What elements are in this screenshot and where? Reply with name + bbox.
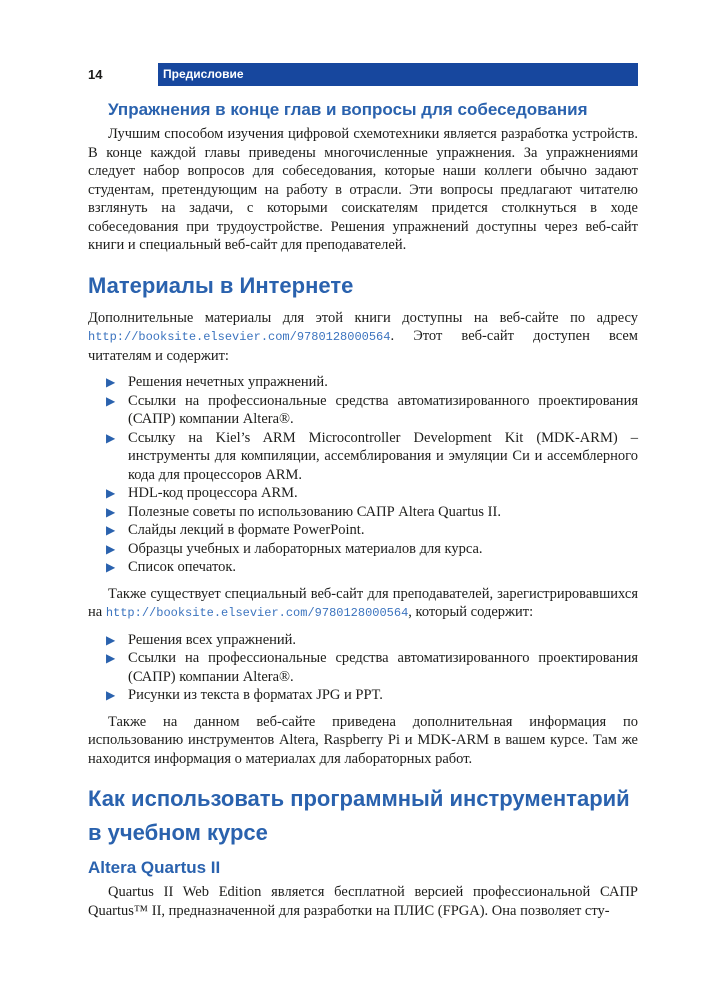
bullet-arrow-icon: ▶ [106,688,116,702]
page-number: 14 [88,67,103,82]
bullet-arrow-icon: ▶ [106,375,116,389]
list-item: ▶ Полезные советы по использованию САПР Altera Quartus II. [106,503,501,520]
instructor-site-paragraph: Также существует специальный веб-сайт для преподавателей, зарегистрировавшихся на http://booksite.elsevier.com/9780128000564, который содержит: [88,585,638,620]
online-materials-list [88,373,638,577]
quartus-paragraph: Quartus II Web Edition является бесплатной версией профессиональной САПР Quartus™ II, предназначенной для разработки на ПЛИС (FPGA). Она позволяет сту- [88,884,638,919]
list-item: ▶ Слайды лекций в формате PowerPoint. [106,522,365,538]
list-item: ▶ Ссылки на профессиональные средства автоматизированного проектирования (САПР) компании Altera®. [106,392,638,427]
booksite-link[interactable]: http://booksite.elsevier.com/9780128000564 [88,330,391,344]
section-online-materials-title: Материалы в Интернете [88,272,354,298]
subsection-quartus-title: Altera Quartus II [88,858,221,877]
section-exercises-title: Упражнения в конце глав и вопросы для собеседования [108,100,588,119]
list-item: ▶ Список опечаток. [106,559,237,575]
list-item: ▶ Решения нечетных упражнений. [106,374,328,390]
section-exercises-paragraph: Лучшим способом изучения цифровой схемотехники является разработка устройств. В конце каждой главы приведены многочисленные упражнения. За упражнениями следует набор вопросов для собеседования, которые наши коллеги обычно задают студентам, претендующим на работу в отрасли. Эти вопросы предлагают читателю взглянуть на задачи, с которыми соискателям придется столкнуться в ходе собеседования при трудоустройстве. Решения упражнений доступны через веб-сайт книги и специальный веб-сайт для преподавателей. [88,126,638,253]
bullet-arrow-icon: ▶ [106,560,116,574]
bullet-arrow-icon: ▶ [106,430,116,445]
bullet-arrow-icon: ▶ [106,541,116,556]
page-content [88,98,638,920]
additional-info-paragraph: Также на данном веб-сайте приведена дополнительная информация по использованию инструментов Altera, Raspberry Pi и MDK-ARM в вашем курсе. Там же находится информация о материалах для лабораторных работ. [88,713,638,767]
instructor-site-link[interactable]: http://booksite.elsevier.com/9780128000564 [105,606,409,620]
bullet-arrow-icon: ▶ [106,486,116,500]
bullet-arrow-icon: ▶ [106,393,116,408]
bullet-arrow-icon: ▶ [106,504,116,519]
bullet-arrow-icon: ▶ [106,523,116,537]
list-item: ▶ Решения всех упражнений. [106,631,297,648]
section-software-tools-title: Как использовать программный инструментарий в учебном курсе [88,786,630,845]
bullet-arrow-icon: ▶ [106,632,116,647]
chapter-title-bar: Предисловие [158,63,638,86]
list-item: ▶ Рисунки из текста в форматах JPG и PPT. [106,687,383,703]
bullet-arrow-icon: ▶ [106,651,116,665]
online-materials-paragraph: Дополнительные материалы для этой книги доступны на веб-сайте по адресу http://booksite.elsevier.com/9780128000564. Этот веб-сайт доступен всем читателям и содержит: [88,309,638,364]
instructor-materials-list [88,631,638,705]
list-item: ▶ Ссылку на Kiel’s ARM Microcontroller Development Kit (MDK-ARM) – инструменты для компиляции, ассемблирования и эмуляции Си и ассемблерного кода для процессоров ARM. [106,429,638,483]
list-item: ▶ Образцы учебных и лабораторных материалов для курса. [106,540,483,557]
list-item: ▶ HDL-код процессора ARM. [106,485,298,501]
running-header [88,63,638,86]
list-item: ▶ Ссылки на профессиональные средства автоматизированного проектирования (САПР) компании Altera®. [106,650,638,685]
